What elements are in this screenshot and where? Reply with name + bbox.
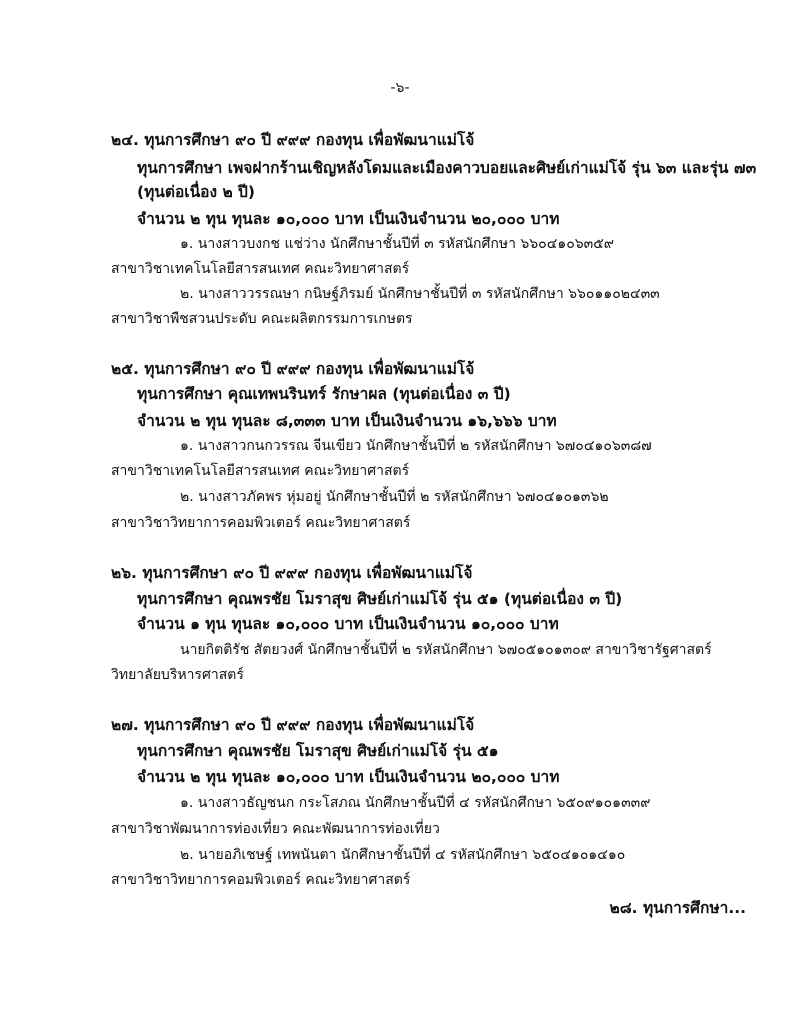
page-number: -๖- bbox=[390, 80, 410, 96]
recipient-line: ๒. นางสาววรรณษา กนิษฐ์ภิรมย์ นักศึกษาชั้นปีที่ ๓ รหัสนักศึกษา ๖๖๐๑๑๐๒๔๓๓ bbox=[180, 286, 660, 302]
recipient-program: สาขาวิชาวิทยาการคอมพิวเตอร์ คณะวิทยาศาสตร์ bbox=[111, 515, 411, 531]
recipient-line: ๒. นายอภิเชษฐ์ เทพนันตา นักศึกษาชั้นปีที่ ๔ รหัสนักศึกษา ๖๕๐๔๑๐๑๔๑๐ bbox=[180, 847, 626, 863]
recipient-program: สาขาวิชาเทคโนโลยีสารสนเทศ คณะวิทยาศาสตร์ bbox=[111, 261, 410, 277]
recipient-program: สาขาวิชาพัฒนาการท่องเที่ยว คณะพัฒนาการท่องเที่ยว bbox=[111, 821, 440, 837]
recipient-line: ๑. นางสาวกนกวรรณ จีนเขียว นักศึกษาชั้นปีที่ ๒ รหัสนักศึกษา ๖๗๐๔๑๐๖๓๘๗ bbox=[180, 438, 652, 454]
recipient-line: ๑. นางสาวบงกช แช่ว่าง นักศึกษาชั้นปีที่ ๓ รหัสนักศึกษา ๖๖๐๔๑๐๖๓๕๙ bbox=[180, 236, 615, 252]
section-heading: ๒๔. ทุนการศึกษา ๙๐ ปี ๙๙๙ กองทุน เพื่อพัฒนาแม่โจ้ bbox=[111, 131, 475, 149]
scholarship-name: ทุนการศึกษา เพจฝากร้านเชิญหลังโดมและเมืองคาวบอยและศิษย์เก่าแม่โจ้ รุ่น ๖๓ และรุ่น ๗๓ bbox=[137, 159, 757, 177]
scholarship-amount: จำนวน ๒ ทุน ทุนละ ๑๐,๐๐๐ บาท เป็นเงินจำนวน ๒๐,๐๐๐ บาท bbox=[137, 768, 560, 786]
recipient-program: สาขาวิชาพืชสวนประดับ คณะผลิตกรรมการเกษตร bbox=[111, 311, 413, 327]
scholarship-name: ทุนการศึกษา คุณเทพนรินทร์ รักษาผล (ทุนต่อเนื่อง ๓ ปี) bbox=[137, 385, 511, 403]
scholarship-amount: จำนวน ๒ ทุน ทุนละ ๑๐,๐๐๐ บาท เป็นเงินจำนวน ๒๐,๐๐๐ บาท bbox=[137, 210, 560, 228]
recipient-line: ๒. นางสาวภัคพร หุ่มอยู่ นักศึกษาชั้นปีที่ ๒ รหัสนักศึกษา ๖๗๐๔๑๐๑๓๖๒ bbox=[180, 489, 609, 505]
recipient-program: สาขาวิชาเทคโนโลยีสารสนเทศ คณะวิทยาศาสตร์ bbox=[111, 463, 410, 479]
recipient-program: วิทยาลัยบริหารศาสตร์ bbox=[111, 667, 244, 683]
section-heading: ๒๕. ทุนการศึกษา ๙๐ ปี ๙๙๙ กองทุน เพื่อพัฒนาแม่โจ้ bbox=[111, 360, 475, 378]
scholarship-name: ทุนการศึกษา คุณพรชัย โมราสุข ศิษย์เก่าแม่โจ้ รุ่น ๕๑ (ทุนต่อเนื่อง ๓ ปี) bbox=[137, 590, 623, 608]
scholarship-amount: จำนวน ๒ ทุน ทุนละ ๘,๓๓๓ บาท เป็นเงินจำนวน ๑๖,๖๖๖ บาท bbox=[137, 412, 557, 430]
continuation-marker: ๒๘. ทุนการศึกษา... bbox=[609, 899, 746, 917]
section-heading: ๒๗. ทุนการศึกษา ๙๐ ปี ๙๙๙ กองทุน เพื่อพัฒนาแม่โจ้ bbox=[111, 716, 475, 734]
recipient-line: ๑. นางสาวธัญชนก กระโสภณ นักศึกษาชั้นปีที่ ๔ รหัสนักศึกษา ๖๕๐๙๑๐๑๓๓๙ bbox=[180, 795, 651, 811]
recipient-program: สาขาวิชาวิทยาการคอมพิวเตอร์ คณะวิทยาศาสตร์ bbox=[111, 872, 411, 888]
scholarship-note: (ทุนต่อเนื่อง ๒ ปี) bbox=[137, 183, 255, 201]
section-heading: ๒๖. ทุนการศึกษา ๙๐ ปี ๙๙๙ กองทุน เพื่อพัฒนาแม่โจ้ bbox=[111, 564, 473, 582]
recipient-line: นายกิตติรัช สัตยวงศ์ นักศึกษาชั้นปีที่ ๒ รหัสนักศึกษา ๖๗๐๕๑๐๑๓๐๙ สาขาวิชารัฐศาสตร์ bbox=[180, 642, 712, 658]
scholarship-amount: จำนวน ๑ ทุน ทุนละ ๑๐,๐๐๐ บาท เป็นเงินจำนวน ๑๐,๐๐๐ บาท bbox=[137, 615, 559, 633]
scholarship-name: ทุนการศึกษา คุณพรชัย โมราสุข ศิษย์เก่าแม่โจ้ รุ่น ๕๑ bbox=[137, 742, 499, 760]
